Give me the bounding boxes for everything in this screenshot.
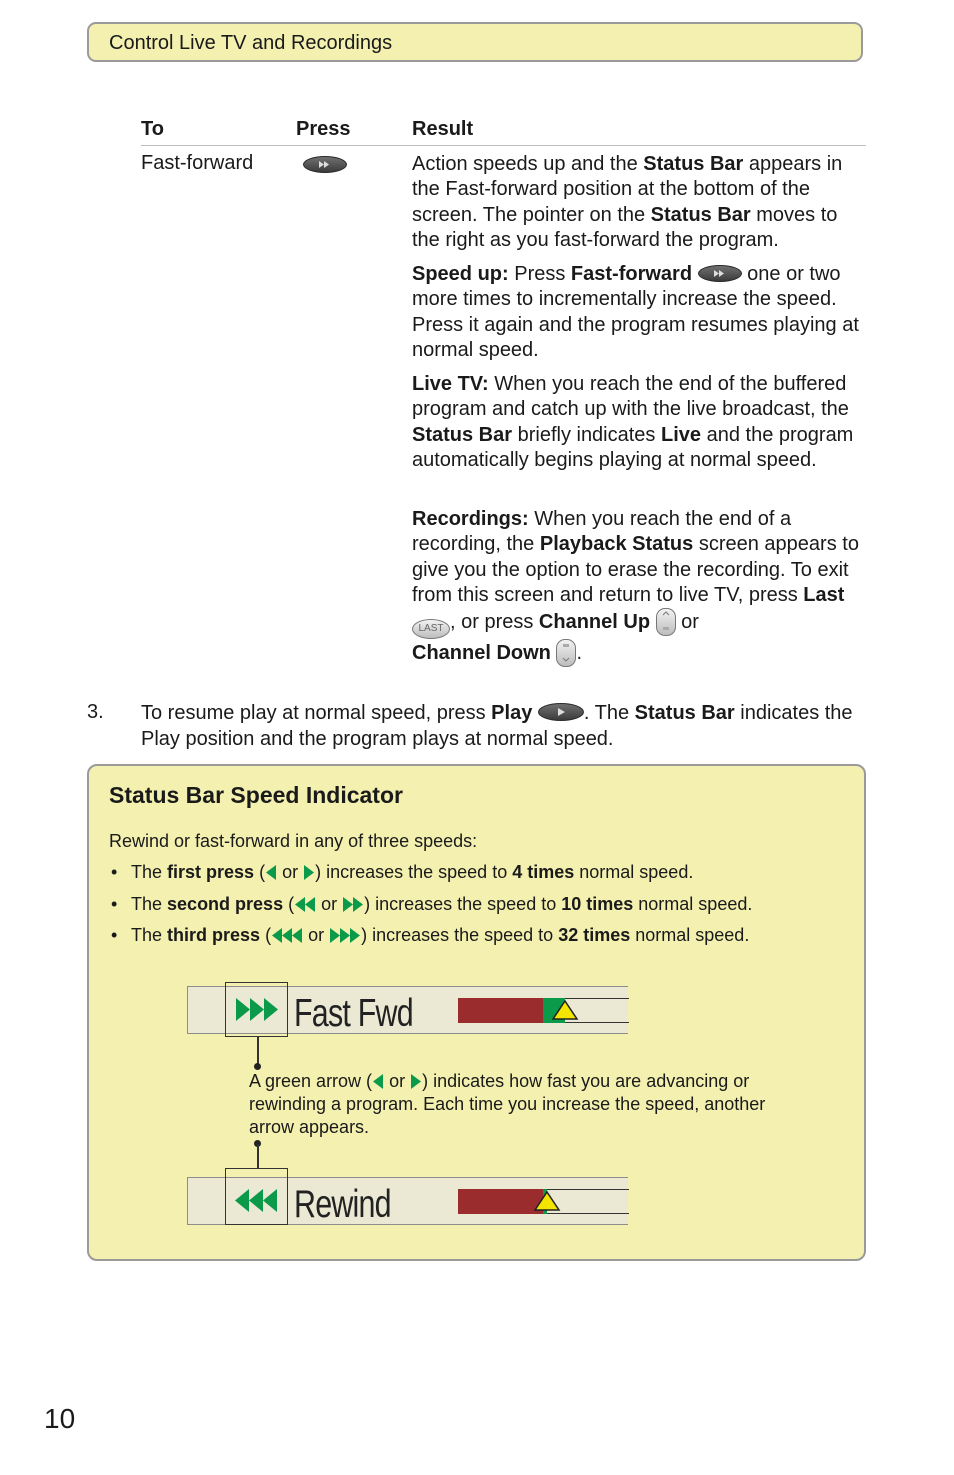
table-header-divider	[141, 145, 866, 146]
step-number: 3.	[87, 701, 104, 723]
step-3-text: To resume play at normal speed, press Play . The Status Bar indicates the Play position and the program plays at normal speed.	[141, 702, 853, 750]
progress-buffer-bar	[458, 1189, 543, 1214]
result-paragraph-speed-up: Speed up: Press Fast-forward one or two more times to incrementally increase the speed. Press it again and the program resumes playing at normal speed.	[412, 263, 859, 361]
list-item: • The first press ( or ) increases the speed to 4 times normal speed.	[109, 861, 752, 893]
result-paragraph-recordings: Recordings: When you reach the end of a recording, the Playback Status screen appears to give you the option to erase the recording. To exit from this screen and return to live TV, press Last LAST , or press Channel Up or Channel Down .	[412, 507, 867, 667]
rewind-arrow-box	[225, 1168, 288, 1225]
channel-down-button-icon	[556, 639, 576, 667]
rewind-triple-arrow-icon	[271, 927, 303, 944]
rewind-arrow-icon	[265, 864, 277, 881]
rewind-arrow-icon	[372, 1073, 384, 1090]
fast-forward-arrow-icon	[410, 1073, 422, 1090]
fast-forward-button-icon	[303, 156, 347, 173]
speed-list	[109, 861, 752, 956]
leader-dot	[254, 1063, 261, 1070]
page-number: 10	[44, 1403, 76, 1434]
fast-fwd-label: Fast Fwd	[294, 992, 413, 1035]
fast-forward-triple-arrow-icon	[226, 983, 287, 1036]
rewind-triple-arrow-icon	[226, 1169, 287, 1224]
speed-indicator-panel	[87, 764, 866, 1261]
last-button-icon: LAST	[412, 619, 450, 639]
arrow-caption: A green arrow ( or ) indicates how fast you are advancing or rewinding a program. Each time you increase the speed, another arrow appears.	[249, 1071, 766, 1137]
leader-line	[257, 1144, 259, 1168]
fast-forward-button-icon	[698, 265, 742, 282]
result-paragraph-action: Action speeds up and the Status Bar appears in the Fast-forward position at the bottom of the screen. The pointer on the Status Bar moves to the right as you fast-forward the program.	[412, 153, 843, 251]
list-item: • The third press ( or ) increases the speed to 32 times normal speed.	[109, 924, 752, 956]
pointer-triangle-icon	[533, 1190, 561, 1212]
pointer-triangle-icon	[551, 999, 579, 1021]
speed-indicator-intro: Rewind or fast-forward in any of three speeds:	[109, 831, 478, 851]
rewind-label: Rewind	[294, 1183, 391, 1226]
column-header-press: Press	[296, 118, 351, 140]
fast-fwd-arrow-box	[225, 982, 288, 1037]
fast-forward-double-arrow-icon	[342, 896, 364, 913]
result-paragraph-live-tv: Live TV: When you reach the end of the buffered program and catch up with the live broadcast, the Status Bar briefly indicates Live and the program automatically begins playing at normal speed.	[412, 373, 854, 471]
channel-up-button-icon	[656, 608, 676, 636]
fast-forward-triple-arrow-icon	[329, 927, 361, 944]
play-button-icon	[538, 703, 584, 721]
header-title: Control Live TV and Recordings	[109, 32, 393, 54]
header-bar	[87, 22, 863, 62]
column-header-result: Result	[412, 118, 474, 140]
fast-forward-arrow-icon	[303, 864, 315, 881]
list-item: • The second press ( or ) increases the speed to 10 times normal speed.	[109, 893, 752, 925]
rewind-double-arrow-icon	[294, 896, 316, 913]
table-cell-to: Fast-forward	[141, 152, 254, 174]
progress-buffer-bar	[458, 998, 543, 1023]
column-header-to: To	[141, 118, 164, 140]
speed-indicator-title: Status Bar Speed Indicator	[109, 782, 403, 808]
